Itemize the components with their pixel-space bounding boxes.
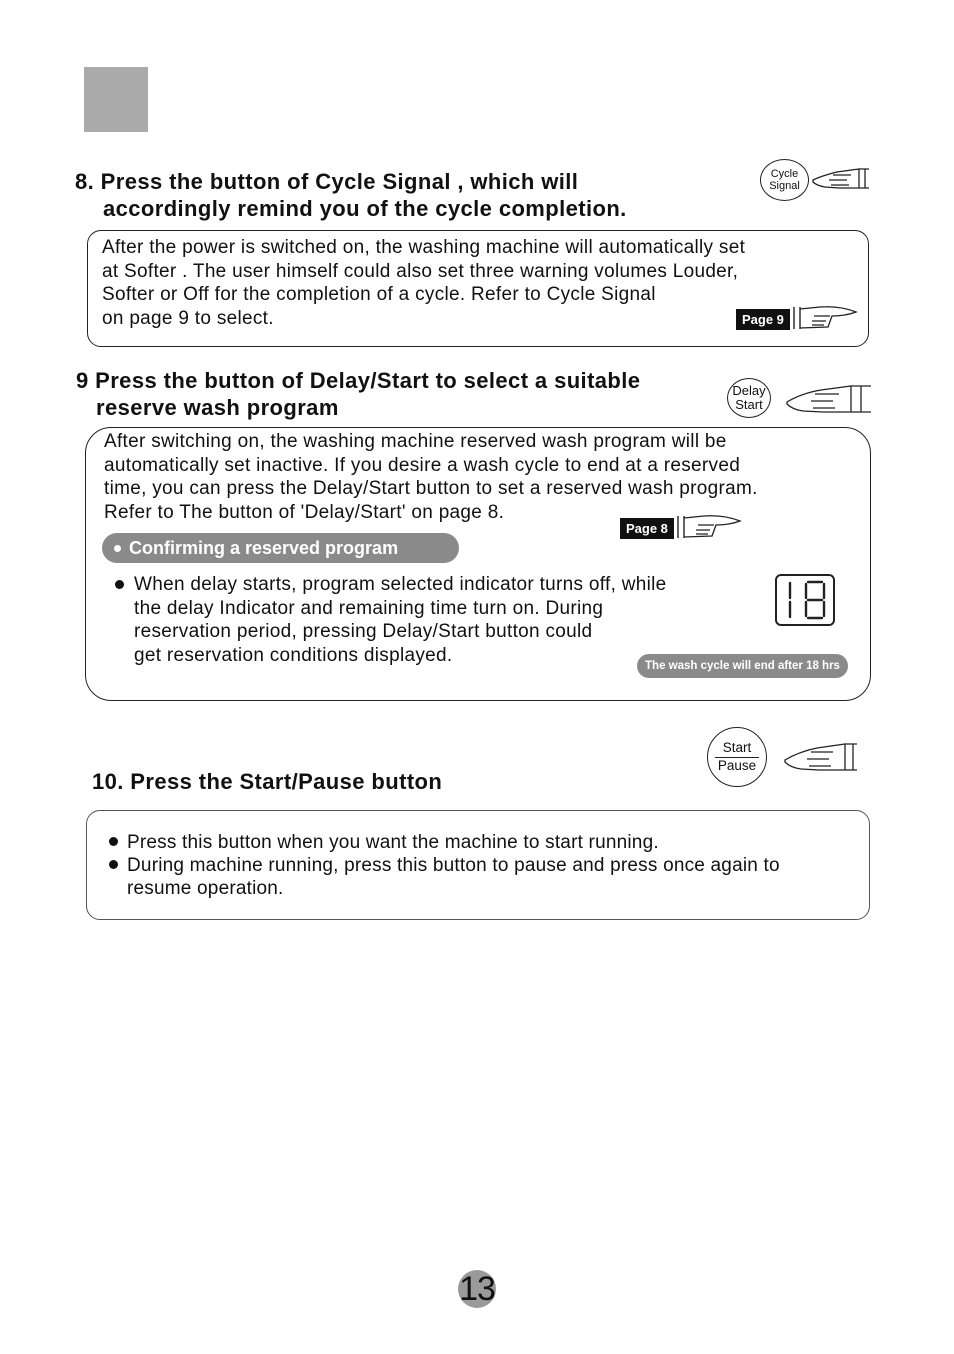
display-caption-badge: The wash cycle will end after 18 hrs [637,654,848,678]
page-9-reference-tag[interactable]: Page 9 [736,309,790,330]
bullet-icon [109,837,118,846]
page-8-reference-tag[interactable]: Page 8 [620,518,674,539]
section-8-body-line: Softer or Off for the completion of a cycle. Refer to Cycle Signal [102,284,656,305]
section-9-body-line: time, you can press the Delay/Start button to set a reserved wash program. [104,478,758,499]
bullet-line: get reservation conditions displayed. [134,644,453,666]
cycle-signal-button-label-1: Cycle [770,167,799,180]
section-9-heading-line2: reserve wash program [96,395,339,420]
pointing-hand-icon [785,382,873,416]
bullet-icon [115,580,124,589]
section-9-body-line: After switching on, the washing machine reserved wash program will be [104,431,727,452]
time-display [775,574,835,626]
delay-start-button[interactable] [727,378,771,418]
cycle-signal-button[interactable] [760,159,809,201]
cycle-signal-button-label-2: Signal [769,180,800,192]
delay-start-button-label-2: Start [735,397,763,412]
bullet-line: reservation period, pressing Delay/Start button could [134,621,593,642]
section-10-bullet [109,854,865,900]
section-8-body-line: at Softer . The user himself could also set three warning volumes Louder, [102,260,739,282]
pointing-hand-icon [783,740,861,774]
section-8-heading-line1: 8. Press the button of Cycle Signal , which will [75,169,579,194]
section-10-textbox [86,810,870,920]
pointing-hand-icon [674,512,744,542]
section-8-heading-line2: accordingly remind you of the cycle completion. [103,196,627,221]
bullet-text: Press this button when you want the machine to start running. [127,832,659,853]
start-pause-button[interactable] [707,727,767,787]
bullet-text: resume operation. [127,878,284,899]
bullet-icon [109,860,118,869]
start-pause-button-label-2: Pause [715,757,759,774]
page-number: 13 [459,1270,495,1308]
start-pause-button-label-1: Start [722,739,752,755]
section-8-body-line: on page 9 to select. [102,307,274,329]
bullet-line: When delay starts, program selected indicator turns off, while [134,574,667,595]
section-8-heading [75,168,627,222]
delay-start-button-label-1: Delay [732,382,766,398]
section-8-body-line: After the power is switched on, the washing machine will automatically set [102,237,746,258]
section-9-body-line: automatically set inactive. If you desire a wash cycle to end at a reserved [104,454,741,476]
section-9-heading-line1: 9 Press the button of Delay/Start to select a suitable [76,368,641,393]
pointing-hand-icon [811,166,871,192]
bullet-text: During machine running, press this button to pause and press once again to [127,855,780,876]
seven-segment-digits-icon [777,576,833,624]
subheading-label: Confirming a reserved program [129,537,399,558]
section-9-body-line: Refer to The button of 'Delay/Start' on page 8. [104,501,505,523]
section-9-bullet [115,573,765,667]
corner-marker [84,67,148,132]
section-10-heading: 10. Press the Start/Pause button [92,769,443,794]
section-10-bullet [109,831,865,854]
pointing-hand-icon [790,303,860,333]
bullet-icon [114,545,121,552]
bullet-line: the delay Indicator and remaining time turn on. During [134,597,604,619]
confirming-program-subheading [102,533,459,563]
section-9-heading [76,367,640,421]
